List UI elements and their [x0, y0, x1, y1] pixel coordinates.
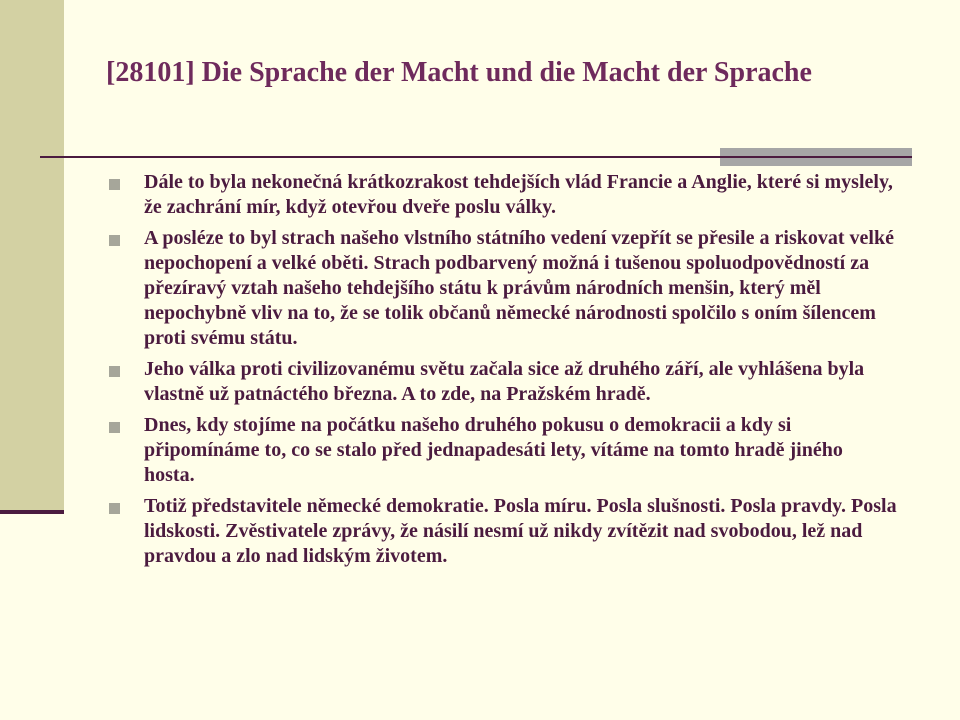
bullet-text: Jeho válka proti civilizovanému světu začala sice až druhého září, ale vyhlášena byla vlastně už patnáctého března. A to zde, na Pražském hradě.: [144, 358, 865, 405]
bullet-text: Totiž představitele německé demokratie. Posla míru. Posla slušnosti. Posla pravdy. Posla lidskosti. Zvěstivatele zprávy, že násilí nesmí už nikdy zvítězit nad svobodou, lež nad pravdou a zlo nad lidským životem.: [144, 495, 897, 567]
square-bullet-icon: [109, 235, 120, 246]
side-decor-line: [0, 510, 64, 514]
slide-title: [28101] Die Sprache der Macht und die Macht der Sprache: [106, 57, 812, 88]
bullet-list: [106, 170, 898, 575]
bullet-item: [106, 226, 898, 351]
bullet-text: A posléze to byl strach našeho vlstního státního vedení vzepřít se přesile a riskovat velké nepochopení a velké oběti. Strach podbarvený možná i tušenou spoluodpovědností za přezíravý vztah našeho tehdejšího státu k právům národních menšin, který měl nepochybně vliv na to, že se tolik občanů německé národnosti spolčilo s oním šílencem proti svému státu.: [144, 227, 894, 349]
square-bullet-icon: [109, 503, 120, 514]
bullet-text: Dále to byla nekonečná krátkozrakost tehdejších vlád Francie a Anglie, které si myslely, že zachrání mír, když otevřou dveře poslu války.: [144, 171, 893, 218]
bullet-item: [106, 357, 898, 407]
bullet-item: [106, 494, 898, 569]
bullet-text: Dnes, kdy stojíme na počátku našeho druhého pokusu o demokracii a kdy si připomínáme to, co se stalo před jednapadesáti lety, vítáme na tomto hradě jiného hosta.: [144, 414, 843, 486]
square-bullet-icon: [109, 179, 120, 190]
bullet-item: [106, 170, 898, 220]
side-decor-band: [0, 0, 64, 512]
square-bullet-icon: [109, 366, 120, 377]
bullet-item: [106, 413, 898, 488]
square-bullet-icon: [109, 422, 120, 433]
title-divider-accent: [720, 148, 912, 166]
